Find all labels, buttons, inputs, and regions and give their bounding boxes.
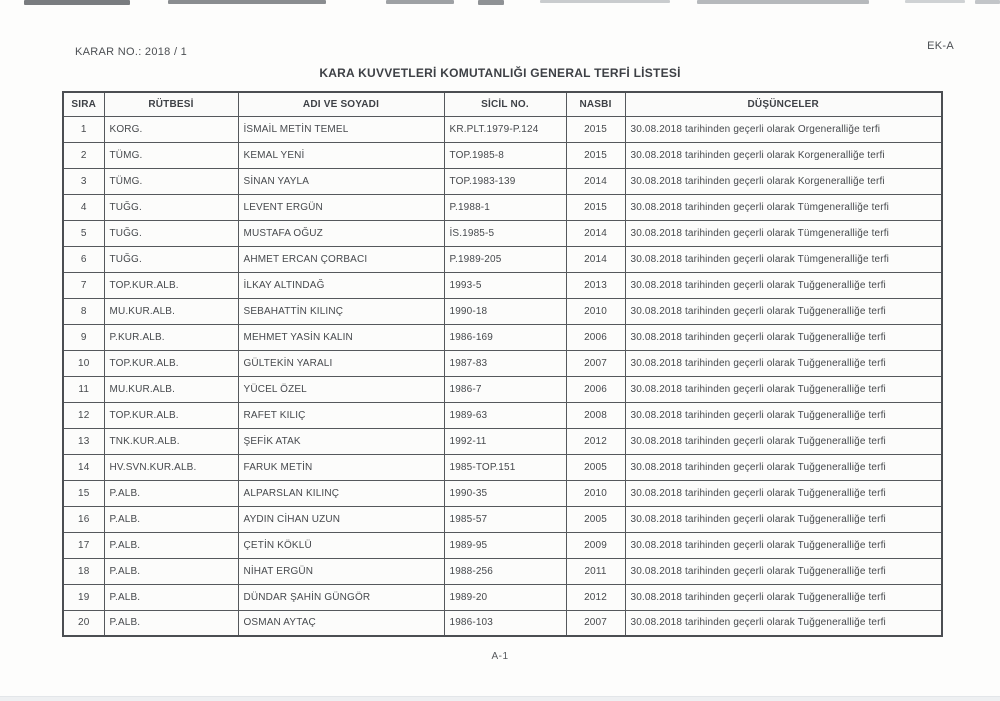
- row-number-cell: 7: [63, 272, 104, 298]
- table-row: [63, 142, 942, 168]
- promotion-list-table: [62, 91, 943, 637]
- registry-number-cell: 1986-169: [444, 324, 566, 350]
- remarks-cell: 30.08.2018 tarihinden geçerli olarak Tuğgeneralliğe terfi: [625, 584, 942, 610]
- remarks-cell: 30.08.2018 tarihinden geçerli olarak Tuğgeneralliğe terfi: [625, 532, 942, 558]
- row-number-cell: 19: [63, 584, 104, 610]
- row-number-cell: 14: [63, 454, 104, 480]
- table-row: [63, 558, 942, 584]
- rank-cell: P.ALB.: [104, 506, 238, 532]
- row-number-cell: 1: [63, 116, 104, 142]
- appointment-year-cell: 2008: [566, 402, 625, 428]
- page-number: A-1: [491, 651, 509, 662]
- appointment-year-cell: 2014: [566, 220, 625, 246]
- rank-cell: TNK.KUR.ALB.: [104, 428, 238, 454]
- name-cell: RAFET KILIÇ: [238, 402, 444, 428]
- appointment-year-cell: 2015: [566, 116, 625, 142]
- table-row: [63, 480, 942, 506]
- annex-label: EK-A: [927, 40, 954, 52]
- rank-cell: TUĞG.: [104, 246, 238, 272]
- row-number-cell: 15: [63, 480, 104, 506]
- row-number-cell: 16: [63, 506, 104, 532]
- row-number-cell: 10: [63, 350, 104, 376]
- column-header-adi-soyadi: ADI VE SOYADI: [238, 92, 444, 116]
- table-row: [63, 402, 942, 428]
- table-row: [63, 350, 942, 376]
- name-cell: OSMAN AYTAÇ: [238, 610, 444, 636]
- remarks-cell: 30.08.2018 tarihinden geçerli olarak Tuğgeneralliğe terfi: [625, 610, 942, 636]
- table-row: [63, 324, 942, 350]
- table-row: [63, 454, 942, 480]
- row-number-cell: 2: [63, 142, 104, 168]
- row-number-cell: 6: [63, 246, 104, 272]
- registry-number-cell: 1989-95: [444, 532, 566, 558]
- rank-cell: TUĞG.: [104, 220, 238, 246]
- appointment-year-cell: 2009: [566, 532, 625, 558]
- name-cell: NİHAT ERGÜN: [238, 558, 444, 584]
- appointment-year-cell: 2010: [566, 480, 625, 506]
- appointment-year-cell: 2006: [566, 376, 625, 402]
- rank-cell: MU.KUR.ALB.: [104, 298, 238, 324]
- appointment-year-cell: 2014: [566, 246, 625, 272]
- remarks-cell: 30.08.2018 tarihinden geçerli olarak Tuğgeneralliğe terfi: [625, 428, 942, 454]
- table-row: [63, 194, 942, 220]
- column-header-sicil-no: SİCİL NO.: [444, 92, 566, 116]
- rank-cell: TOP.KUR.ALB.: [104, 350, 238, 376]
- registry-number-cell: 1986-103: [444, 610, 566, 636]
- name-cell: ALPARSLAN KILINÇ: [238, 480, 444, 506]
- name-cell: DÜNDAR ŞAHİN GÜNGÖR: [238, 584, 444, 610]
- rank-cell: TUĞG.: [104, 194, 238, 220]
- registry-number-cell: 1988-256: [444, 558, 566, 584]
- rank-cell: P.ALB.: [104, 480, 238, 506]
- registry-number-cell: 1986-7: [444, 376, 566, 402]
- rank-cell: TÜMG.: [104, 168, 238, 194]
- row-number-cell: 3: [63, 168, 104, 194]
- remarks-cell: 30.08.2018 tarihinden geçerli olarak Korgeneralliğe terfi: [625, 142, 942, 168]
- remarks-cell: 30.08.2018 tarihinden geçerli olarak Tümgeneralliğe terfi: [625, 220, 942, 246]
- table-row: [63, 246, 942, 272]
- table-row: [63, 168, 942, 194]
- row-number-cell: 9: [63, 324, 104, 350]
- table-row: [63, 116, 942, 142]
- registry-number-cell: P.1989-205: [444, 246, 566, 272]
- name-cell: YÜCEL ÖZEL: [238, 376, 444, 402]
- remarks-cell: 30.08.2018 tarihinden geçerli olarak Tuğgeneralliğe terfi: [625, 454, 942, 480]
- column-header-dusunceler: DÜŞÜNCELER: [625, 92, 942, 116]
- row-number-cell: 18: [63, 558, 104, 584]
- table-row: [63, 376, 942, 402]
- registry-number-cell: 1993-5: [444, 272, 566, 298]
- row-number-cell: 20: [63, 610, 104, 636]
- decision-number: KARAR NO.: 2018 / 1: [75, 46, 188, 58]
- remarks-cell: 30.08.2018 tarihinden geçerli olarak Korgeneralliğe terfi: [625, 168, 942, 194]
- table-body: [63, 116, 942, 636]
- name-cell: SİNAN YAYLA: [238, 168, 444, 194]
- appointment-year-cell: 2010: [566, 298, 625, 324]
- appointment-year-cell: 2007: [566, 610, 625, 636]
- table-row: [63, 532, 942, 558]
- appointment-year-cell: 2015: [566, 142, 625, 168]
- name-cell: İSMAİL METİN TEMEL: [238, 116, 444, 142]
- remarks-cell: 30.08.2018 tarihinden geçerli olarak Orgeneralliğe terfi: [625, 116, 942, 142]
- rank-cell: KORG.: [104, 116, 238, 142]
- row-number-cell: 11: [63, 376, 104, 402]
- remarks-cell: 30.08.2018 tarihinden geçerli olarak Tuğgeneralliğe terfi: [625, 558, 942, 584]
- name-cell: AHMET ERCAN ÇORBACI: [238, 246, 444, 272]
- appointment-year-cell: 2012: [566, 584, 625, 610]
- registry-number-cell: TOP.1985-8: [444, 142, 566, 168]
- scan-artifact-top-strip: [0, 0, 1000, 8]
- name-cell: MEHMET YASİN KALIN: [238, 324, 444, 350]
- registry-number-cell: 1990-35: [444, 480, 566, 506]
- name-cell: AYDIN CİHAN UZUN: [238, 506, 444, 532]
- name-cell: ÇETİN KÖKLÜ: [238, 532, 444, 558]
- remarks-cell: 30.08.2018 tarihinden geçerli olarak Tuğgeneralliğe terfi: [625, 376, 942, 402]
- appointment-year-cell: 2015: [566, 194, 625, 220]
- rank-cell: P.ALB.: [104, 558, 238, 584]
- appointment-year-cell: 2005: [566, 454, 625, 480]
- table-row: [63, 506, 942, 532]
- row-number-cell: 5: [63, 220, 104, 246]
- column-header-rutbesi: RÜTBESİ: [104, 92, 238, 116]
- rank-cell: P.ALB.: [104, 610, 238, 636]
- rank-cell: P.KUR.ALB.: [104, 324, 238, 350]
- name-cell: ŞEFİK ATAK: [238, 428, 444, 454]
- registry-number-cell: 1990-18: [444, 298, 566, 324]
- appointment-year-cell: 2012: [566, 428, 625, 454]
- name-cell: GÜLTEKİN YARALI: [238, 350, 444, 376]
- registry-number-cell: 1989-20: [444, 584, 566, 610]
- appointment-year-cell: 2006: [566, 324, 625, 350]
- rank-cell: P.ALB.: [104, 584, 238, 610]
- table-header-row: [63, 92, 942, 116]
- appointment-year-cell: 2014: [566, 168, 625, 194]
- table-row: [63, 428, 942, 454]
- row-number-cell: 17: [63, 532, 104, 558]
- name-cell: SEBAHATTİN KILINÇ: [238, 298, 444, 324]
- rank-cell: HV.SVN.KUR.ALB.: [104, 454, 238, 480]
- row-number-cell: 8: [63, 298, 104, 324]
- rank-cell: MU.KUR.ALB.: [104, 376, 238, 402]
- name-cell: LEVENT ERGÜN: [238, 194, 444, 220]
- registry-number-cell: 1989-63: [444, 402, 566, 428]
- table-row: [63, 610, 942, 636]
- table-row: [63, 584, 942, 610]
- registry-number-cell: P.1988-1: [444, 194, 566, 220]
- column-header-nasbi: NASBI: [566, 92, 625, 116]
- row-number-cell: 4: [63, 194, 104, 220]
- name-cell: İLKAY ALTINDAĞ: [238, 272, 444, 298]
- column-header-sira: SIRA: [63, 92, 104, 116]
- remarks-cell: 30.08.2018 tarihinden geçerli olarak Tuğgeneralliğe terfi: [625, 272, 942, 298]
- remarks-cell: 30.08.2018 tarihinden geçerli olarak Tuğgeneralliğe terfi: [625, 402, 942, 428]
- appointment-year-cell: 2011: [566, 558, 625, 584]
- table-row: [63, 220, 942, 246]
- remarks-cell: 30.08.2018 tarihinden geçerli olarak Tuğgeneralliğe terfi: [625, 506, 942, 532]
- rank-cell: TÜMG.: [104, 142, 238, 168]
- document-title: KARA KUVVETLERİ KOMUTANLIĞI GENERAL TERFİ LİSTESİ: [319, 66, 681, 80]
- row-number-cell: 12: [63, 402, 104, 428]
- name-cell: KEMAL YENİ: [238, 142, 444, 168]
- name-cell: FARUK METİN: [238, 454, 444, 480]
- rank-cell: TOP.KUR.ALB.: [104, 402, 238, 428]
- registry-number-cell: 1987-83: [444, 350, 566, 376]
- registry-number-cell: KR.PLT.1979-P.124: [444, 116, 566, 142]
- rank-cell: P.ALB.: [104, 532, 238, 558]
- registry-number-cell: İS.1985-5: [444, 220, 566, 246]
- remarks-cell: 30.08.2018 tarihinden geçerli olarak Tuğgeneralliğe terfi: [625, 324, 942, 350]
- registry-number-cell: 1985-57: [444, 506, 566, 532]
- remarks-cell: 30.08.2018 tarihinden geçerli olarak Tümgeneralliğe terfi: [625, 194, 942, 220]
- appointment-year-cell: 2013: [566, 272, 625, 298]
- name-cell: MUSTAFA OĞUZ: [238, 220, 444, 246]
- table-row: [63, 298, 942, 324]
- registry-number-cell: TOP.1983-139: [444, 168, 566, 194]
- rank-cell: TOP.KUR.ALB.: [104, 272, 238, 298]
- appointment-year-cell: 2005: [566, 506, 625, 532]
- table-row: [63, 272, 942, 298]
- registry-number-cell: 1985-TOP.151: [444, 454, 566, 480]
- appointment-year-cell: 2007: [566, 350, 625, 376]
- registry-number-cell: 1992-11: [444, 428, 566, 454]
- remarks-cell: 30.08.2018 tarihinden geçerli olarak Tuğgeneralliğe terfi: [625, 480, 942, 506]
- remarks-cell: 30.08.2018 tarihinden geçerli olarak Tümgeneralliğe terfi: [625, 246, 942, 272]
- remarks-cell: 30.08.2018 tarihinden geçerli olarak Tuğgeneralliğe terfi: [625, 350, 942, 376]
- remarks-cell: 30.08.2018 tarihinden geçerli olarak Tuğgeneralliğe terfi: [625, 298, 942, 324]
- row-number-cell: 13: [63, 428, 104, 454]
- scan-artifact-bottom-strip: [0, 696, 1000, 701]
